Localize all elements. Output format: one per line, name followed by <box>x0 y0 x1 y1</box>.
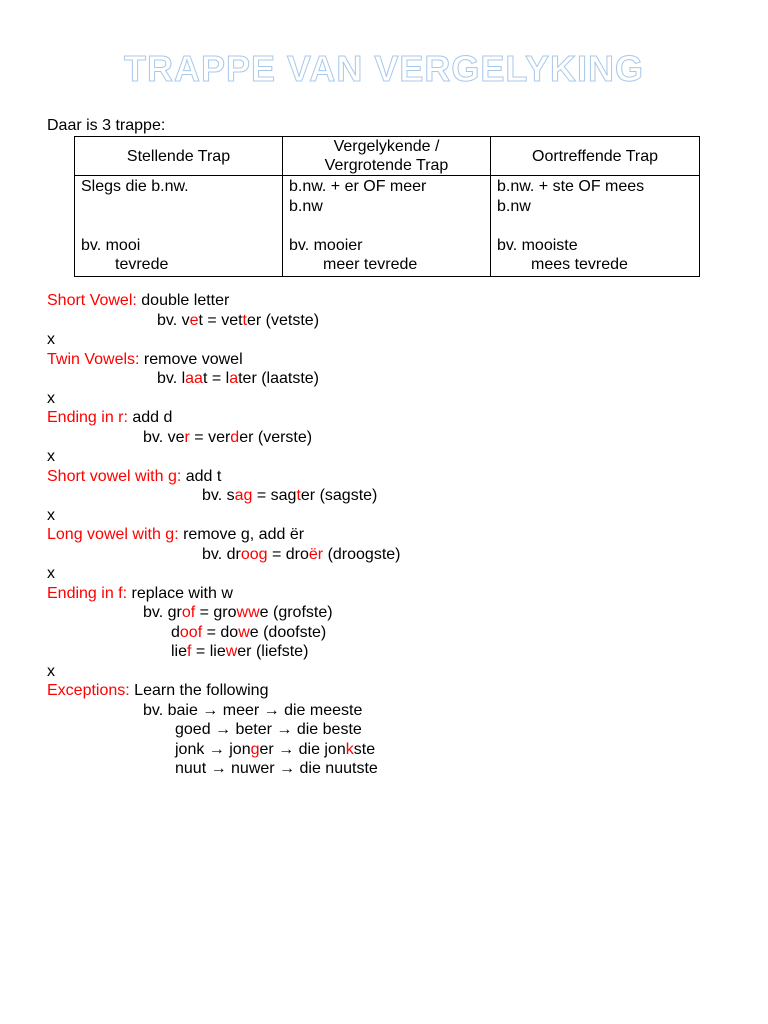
oortreffende-rule-1: b.nw. + ste OF mees <box>497 178 645 195</box>
example-highlight: ag <box>234 487 253 504</box>
example-text: = ver <box>189 428 231 446</box>
oortreffende-rule-2: b.nw <box>497 197 531 215</box>
rule-label: Long vowel with g: <box>47 526 179 543</box>
example-text: (droogste) <box>323 545 401 563</box>
degrees-table <box>74 136 700 277</box>
example-text: = lie <box>191 643 226 660</box>
vergelykende-rule-2: b.nw <box>289 197 323 215</box>
header-vergelykende-line2: Vergrotende Trap <box>324 157 449 174</box>
rule-label: Ending in r: <box>47 409 128 426</box>
table-header-row <box>75 137 700 176</box>
header-stellende: Stellende Trap <box>75 137 283 176</box>
example-text: bv. gr <box>143 604 182 621</box>
separator: x <box>47 506 55 524</box>
example-text: bv. dr <box>202 545 241 563</box>
rule-label: Twin Vowels: <box>47 350 140 368</box>
cell-oortreffende <box>491 176 700 277</box>
example-text: e (doofste) <box>249 623 327 641</box>
example-highlight: t <box>242 311 247 329</box>
header-vergelykende-line1: Vergelykende / <box>333 138 440 155</box>
intro-text: Daar is 3 trappe: <box>47 117 166 134</box>
rule-ending-f <box>47 584 401 604</box>
example-text: er (liefste) <box>237 643 309 660</box>
rule-label: Short vowel with g: <box>47 467 182 485</box>
example-highlight: f <box>187 643 192 660</box>
rule-short-vowel <box>47 291 401 311</box>
example-text: bv. s <box>202 487 235 504</box>
example-highlight: w <box>225 643 238 660</box>
spelling-rules <box>47 291 401 779</box>
example-highlight: t <box>296 487 301 504</box>
rule-label: Exceptions: <box>47 682 130 699</box>
separator: x <box>47 389 55 407</box>
example-text: er (vetste) <box>247 311 320 329</box>
example-exception-4: nuut → nuwer → die nuutste <box>175 760 378 777</box>
vergelykende-example-2: meer tevrede <box>323 256 418 273</box>
example-text: t = vet <box>198 311 243 329</box>
rule-exceptions <box>47 681 401 701</box>
example-highlight: k <box>345 740 354 758</box>
separator: x <box>47 331 55 348</box>
rule-desc: double letter <box>136 292 230 309</box>
example-short-vowel <box>47 311 401 331</box>
example-text: lie <box>171 643 188 660</box>
example-ending-f-1 <box>47 603 401 623</box>
example-text: ste <box>353 740 376 758</box>
example-twin-vowels <box>47 369 401 389</box>
rule-desc: replace with w <box>127 584 233 602</box>
rule-label: Short Vowel: <box>47 292 137 309</box>
example-text: er → die jon <box>259 740 346 758</box>
example-highlight: d <box>230 428 240 446</box>
example-exception-2: goed → beter → die beste <box>175 721 362 738</box>
example-exception-1: bv. baie → meer → die meeste <box>143 701 363 719</box>
example-ending-r <box>47 428 401 448</box>
separator: x <box>47 448 55 465</box>
rule-short-vowel-g <box>47 467 401 487</box>
rule-desc: add d <box>127 409 173 426</box>
example-highlight: a <box>229 370 239 387</box>
example-highlight: e <box>189 311 199 329</box>
rule-desc: add t <box>181 467 222 485</box>
separator: x <box>47 662 55 680</box>
example-text: = dro <box>267 545 309 563</box>
page-title: TRAPPE VAN VERGELYKING <box>123 48 645 89</box>
example-highlight: ww <box>236 604 260 621</box>
example-short-vowel-g <box>47 486 401 506</box>
rule-ending-r <box>47 408 401 428</box>
rule-label: Ending in f: <box>47 584 128 602</box>
example-text: bv. ve <box>143 428 185 446</box>
example-text: t = l <box>202 370 230 387</box>
rule-desc: remove g, add ër <box>178 526 305 543</box>
example-ending-f-2 <box>47 623 401 643</box>
separator: x <box>47 565 55 582</box>
vergelykende-example-1: bv. mooier <box>289 236 363 254</box>
example-highlight: of <box>181 604 196 621</box>
table-row <box>75 176 700 277</box>
example-text: er (sagste) <box>300 487 378 504</box>
example-highlight: oog <box>240 545 268 563</box>
rule-desc: Learn the following <box>129 682 269 699</box>
example-text: = do <box>202 623 239 641</box>
oortreffende-example-1: bv. mooiste <box>497 236 578 254</box>
stellende-rule: Slegs die b.nw. <box>81 178 189 195</box>
stellende-example-1: bv. mooi <box>81 236 141 254</box>
header-vergelykende <box>283 137 491 176</box>
rule-desc: remove vowel <box>139 350 243 368</box>
cell-stellende <box>75 176 283 277</box>
example-text: = gro <box>195 604 237 621</box>
rule-long-vowel-g <box>47 525 401 545</box>
example-text: d <box>171 623 180 641</box>
example-exception-3 <box>47 740 401 760</box>
header-oortreffende: Oortreffende Trap <box>491 137 700 176</box>
example-ending-f-3 <box>47 642 401 662</box>
example-highlight: ër <box>308 545 324 563</box>
stellende-example-2: tevrede <box>115 256 169 273</box>
example-highlight: aa <box>185 370 203 387</box>
example-text: bv. v <box>157 311 190 329</box>
example-highlight: w <box>238 623 250 641</box>
example-text: bv. l <box>157 370 186 387</box>
example-text: e (grofste) <box>259 604 333 621</box>
cell-vergelykende <box>283 176 491 277</box>
example-highlight: oof <box>179 623 203 641</box>
oortreffende-example-2: mees tevrede <box>531 256 628 273</box>
example-text: ter (laatste) <box>238 370 320 387</box>
example-long-vowel-g <box>47 545 401 565</box>
example-text: = sag <box>252 487 297 504</box>
example-text: jonk → jon <box>175 740 251 758</box>
rule-twin-vowels <box>47 350 401 370</box>
vergelykende-rule-1: b.nw. + er OF meer <box>289 178 427 195</box>
example-highlight: g <box>250 740 260 758</box>
example-text: er (verste) <box>239 428 313 446</box>
example-highlight: r <box>184 428 190 446</box>
